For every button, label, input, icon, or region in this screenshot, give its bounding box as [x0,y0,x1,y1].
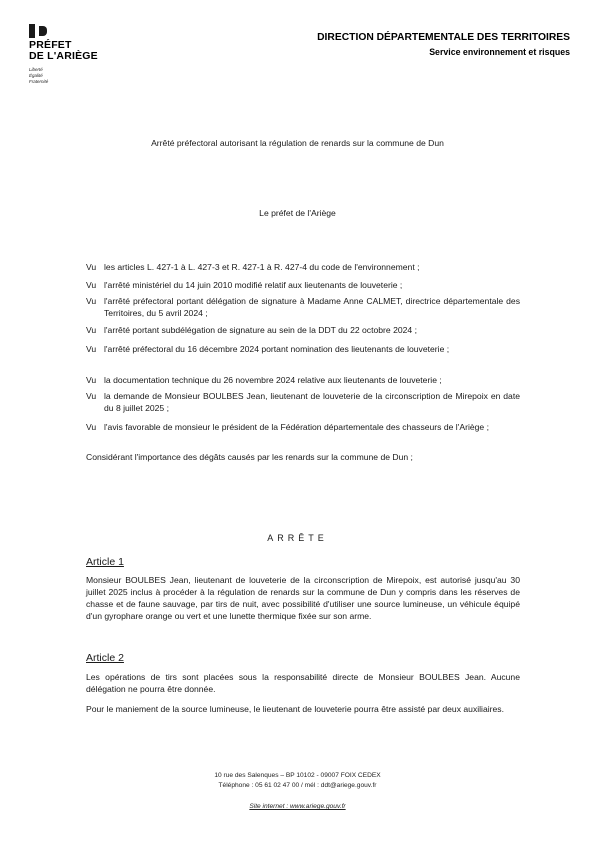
vu-item [86,391,520,414]
vu-item [86,375,520,387]
vu-label: Vu [86,296,97,306]
vu-text: la demande de Monsieur BOULBES Jean, lieutenant de louveterie de la circonscription de Mirepoix en date du 8 juillet 2025 ; [104,391,520,413]
vu-item [86,325,520,337]
vu-label: Vu [86,262,97,272]
vu-item [86,280,520,292]
vu-label: Vu [86,344,97,354]
vu-item [86,296,520,319]
article-2-heading: Article 2 [86,652,124,664]
arrete-heading: ARRÊTE [267,533,328,543]
vu-label: Vu [86,391,97,401]
article-1-text: Monsieur BOULBES Jean, lieutenant de louveterie de la circonscription de Mirepoix, est autorisé jusqu'au 30 juillet 2025 inclus à procéder à la régulation de renards sur la commune de Dun y compris dans les réserves de chasse et de faune sauvage, par tirs de nuit, avec possibilité d'utiliser une source lumineuse, un véhicule équipé d'un gyrophare orange ou vert et une lunette thermique fixée sur son arme. [86,575,520,622]
vu-item [86,422,520,434]
logo-motto-fraternite: Fraternité [29,79,49,84]
prefecture-logo [29,24,109,85]
marianne-flag-icon [29,24,47,38]
vu-text: l'arrêté préfectoral portant délégation de signature à Madame Anne CALMET, directrice départementale des Territoires, du 5 avril 2024 ; [104,296,520,318]
logo-line-prefet: PRÉFET [29,39,72,51]
footer-address: 10 rue des Salenques – BP 10102 - 09007 FOIX CEDEX [214,772,381,779]
vu-label: Vu [86,422,97,432]
vu-text: l'arrêté portant subdélégation de signature au sein de la DDT du 22 octobre 2024 ; [104,325,417,335]
vu-item [86,262,520,274]
vu-label: Vu [86,375,97,385]
vu-item [86,344,520,356]
vu-label: Vu [86,280,97,290]
document-title: Arrêté préfectoral autorisant la régulation de renards sur la commune de Dun [151,138,444,148]
article-2-text-1: Les opérations de tirs sont placées sous la responsabilité directe de Monsieur BOULBES Jean. Aucune délégation ne pourra être donnée. [86,672,520,695]
vu-text: l'arrêté préfectoral du 16 décembre 2024 portant nomination des lieutenants de louveterie ; [104,344,450,354]
logo-motto-egalite: Égalité [29,73,43,78]
vu-text: les articles L. 427-1 à L. 427-3 et R. 427-1 à R. 427-4 du code de l'environnement ; [104,262,420,272]
header-direction: DIRECTION DÉPARTEMENTALE DES TERRITOIRES [317,32,570,43]
vu-text: la documentation technique du 26 novembre 2024 relative aux lieutenants de louveterie ; [104,375,442,385]
vu-label: Vu [86,325,97,335]
header-service: Service environnement et risques [429,47,570,57]
prefet-line: Le préfet de l'Ariège [259,208,336,218]
article-2-text-2: Pour le maniement de la source lumineuse, le lieutenant de louveterie pourra être assisté par deux auxiliaires. [86,704,504,714]
logo-motto-liberte: Liberté [29,67,43,72]
vu-text: l'avis favorable de monsieur le président de la Fédération départementale des chasseurs de l'Ariège ; [104,422,489,432]
article-1-heading: Article 1 [86,556,124,568]
logo-line-ariege: DE L'ARIÈGE [29,50,98,62]
footer-website-link[interactable]: Site internet : www.ariege.gouv.fr [249,803,346,810]
footer-contact: Téléphone : 05 61 02 47 00 / mél : ddt@ariege.gouv.fr [218,782,377,789]
considerant: Considérant l'importance des dégâts causés par les renards sur la commune de Dun ; [86,452,413,462]
vu-text: l'arrêté ministériel du 14 juin 2010 modifié relatif aux lieutenants de louveterie ; [104,280,403,290]
